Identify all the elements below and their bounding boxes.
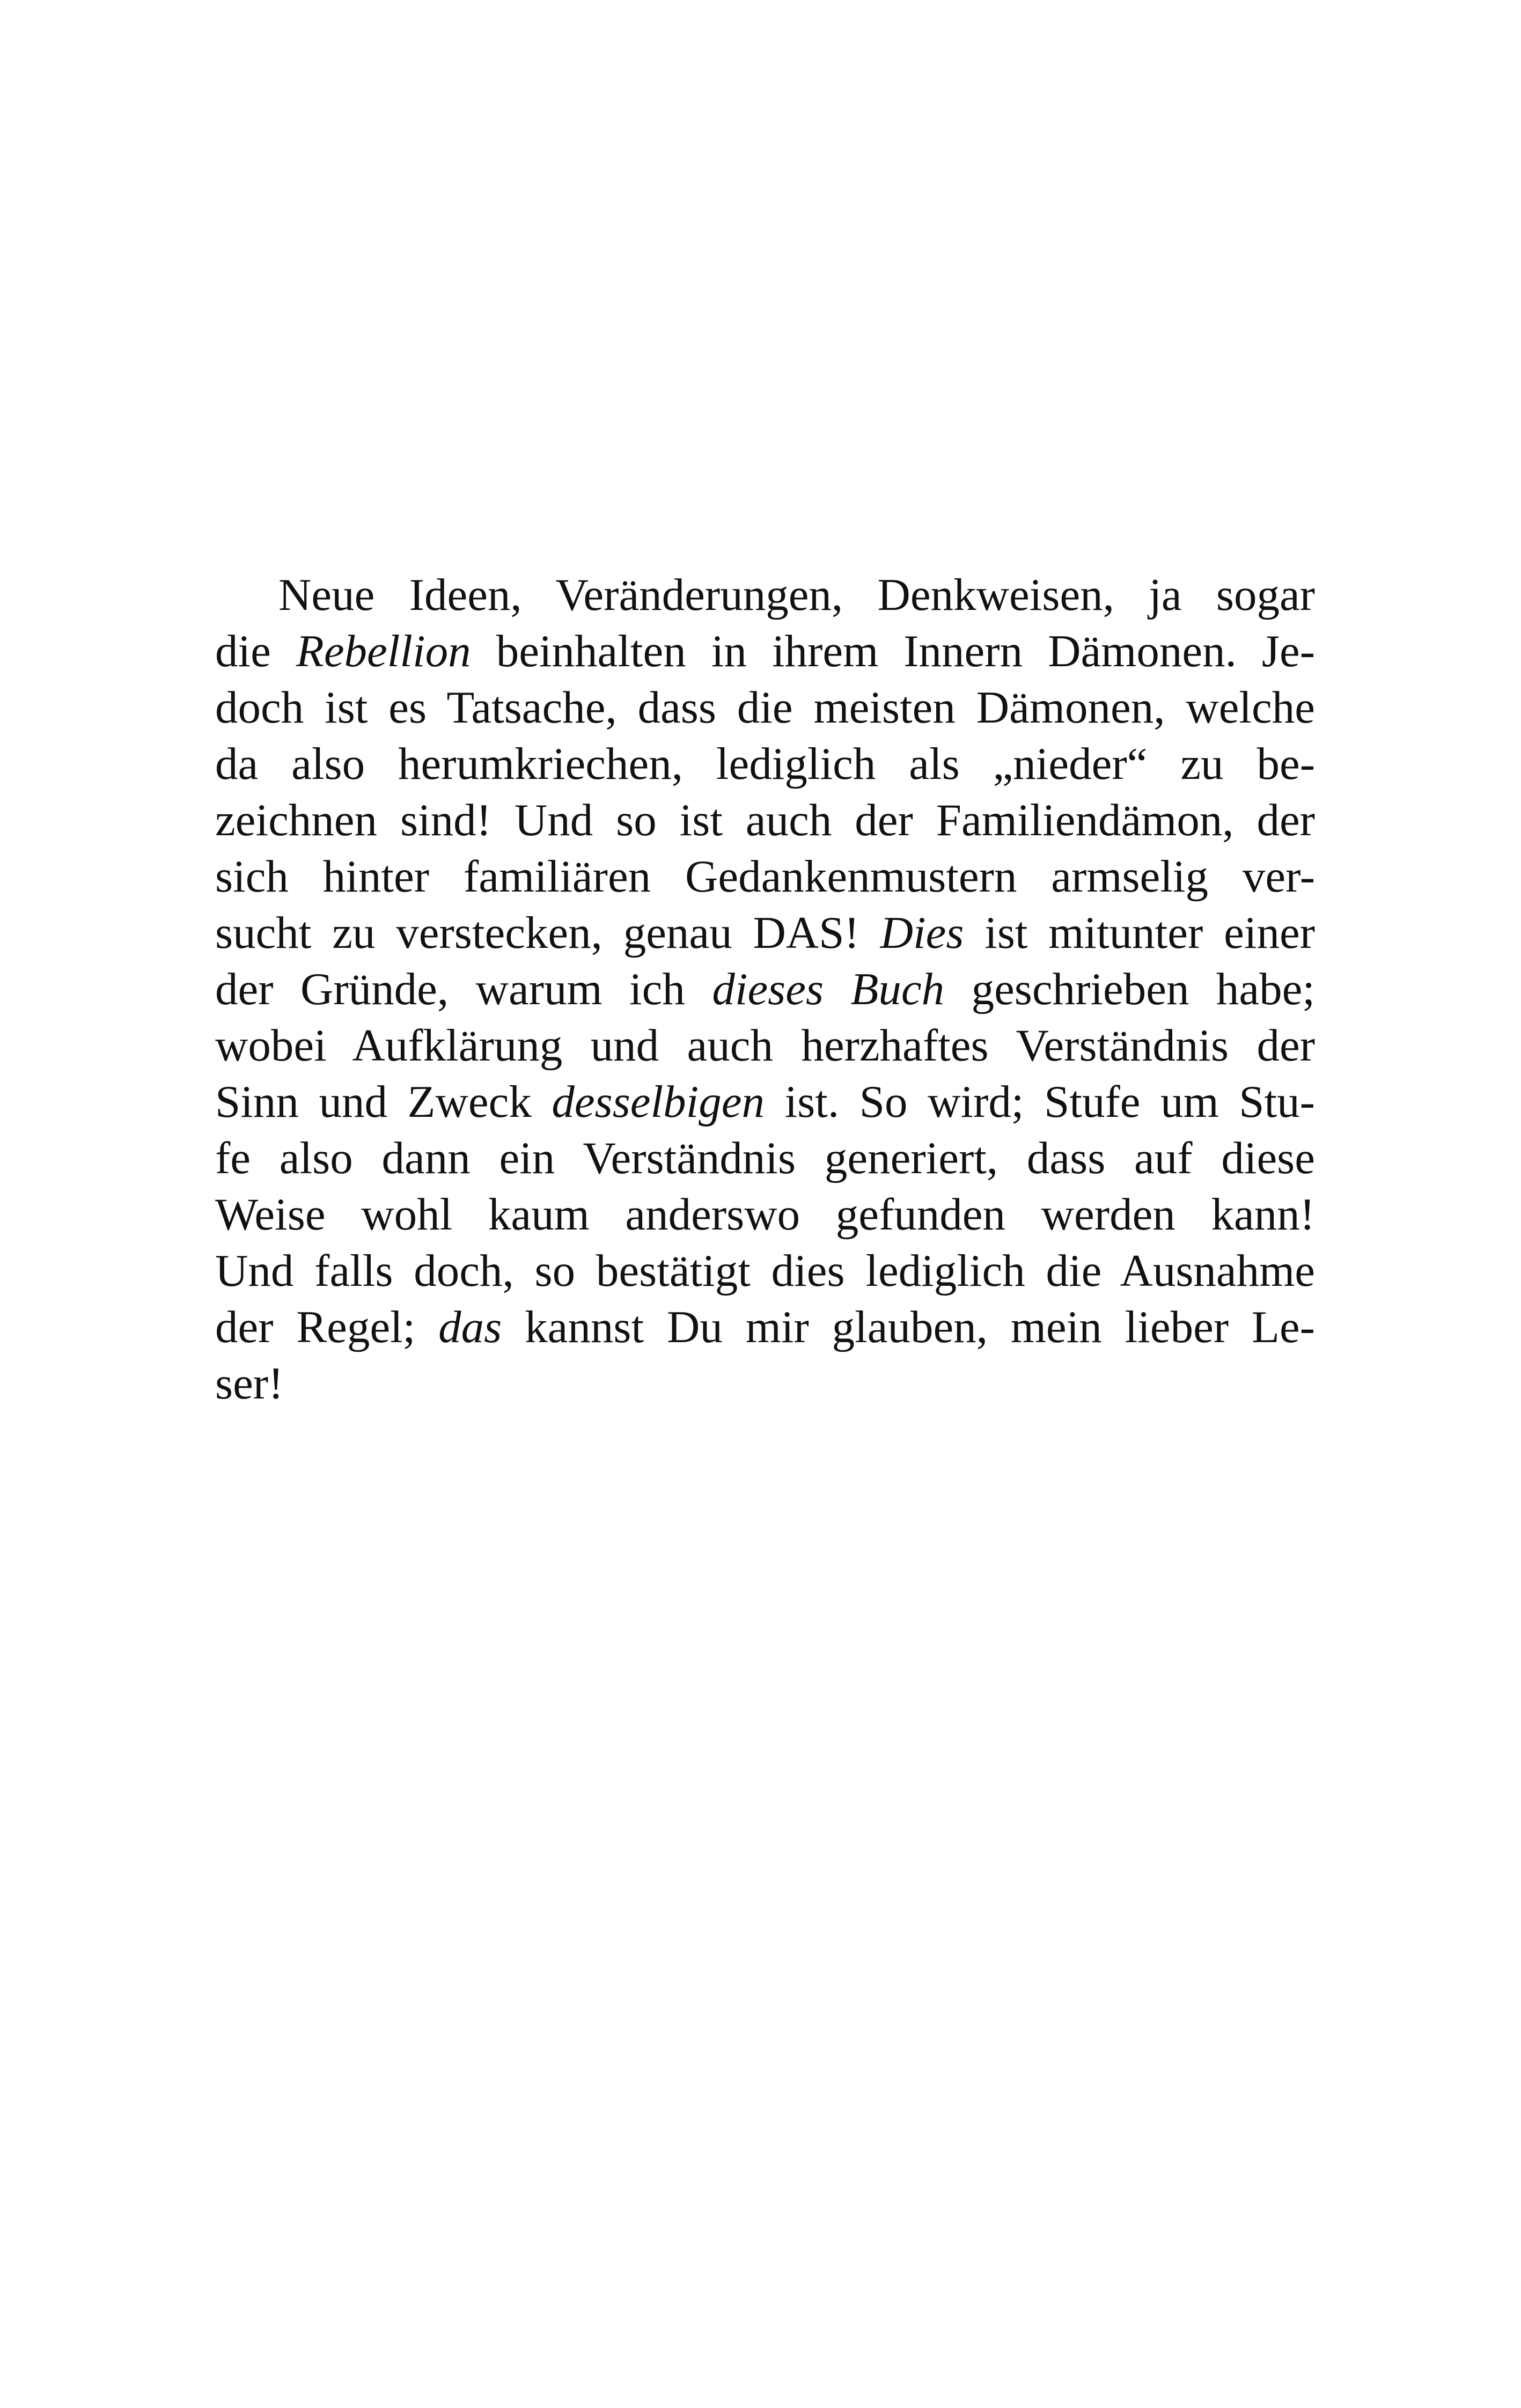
- emphasis: desselbigen: [552, 1077, 765, 1127]
- text-line: sucht zu verstecken, genau DAS! Dies ist mitunter einer: [215, 908, 1315, 958]
- text-line: die Rebellion beinhalten in ihrem Innern Dämonen. Je-: [215, 626, 1316, 676]
- text-line: Und falls doch, so bestätigt dies lediglich die Ausnahme: [215, 1246, 1315, 1296]
- emphasis: Dies: [880, 908, 964, 958]
- emphasis: dieses Buch: [712, 964, 945, 1014]
- text-line: fe also dann ein Verständnis generiert, dass auf diese: [215, 1133, 1315, 1183]
- text-line: der Regel; das kannst Du mir glauben, mein lieber Le-: [215, 1302, 1315, 1352]
- text-line: zeichnen sind! Und so ist auch der Familiendämon, der: [215, 795, 1315, 845]
- text-line: sich hinter familiären Gedankenmustern armselig ver-: [215, 851, 1315, 902]
- text-line: wobei Aufklärung und auch herzhaftes Verständnis der: [215, 1020, 1315, 1071]
- text-line: Neue Ideen, Veränderungen, Denkweisen, ja sogar: [278, 570, 1315, 620]
- emphasis: Rebellion: [296, 626, 471, 676]
- text-line: doch ist es Tatsache, dass die meisten Dämonen, welche: [215, 682, 1315, 733]
- text-line: da also herumkriechen, lediglich als „nieder“ zu be-: [215, 739, 1315, 789]
- body-paragraph: [215, 567, 1315, 1412]
- text-line: Sinn und Zweck desselbigen ist. So wird; Stufe um Stu-: [215, 1077, 1315, 1127]
- text-line: Weise wohl kaum anderswo gefunden werden kann!: [215, 1189, 1315, 1240]
- text-line: der Gründe, warum ich dieses Buch geschrieben habe;: [215, 964, 1315, 1014]
- text-line: ser!: [215, 1358, 284, 1409]
- emphasis: das: [438, 1302, 502, 1352]
